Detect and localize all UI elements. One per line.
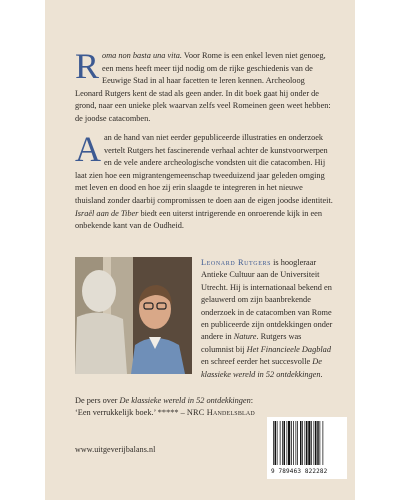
press-prefix: De pers over xyxy=(75,396,120,405)
barcode-bar xyxy=(302,421,303,465)
newspaper-name: Het Financieele Dagblad xyxy=(246,344,331,354)
bio-text-4: . xyxy=(320,369,323,379)
barcode-bar xyxy=(291,421,292,465)
body-text-end: biedt een uiterst intrigerende en onroerende kijk in een onbekende kant van de Oudheid. xyxy=(75,208,323,231)
barcode-bar xyxy=(320,421,321,465)
barcode-bar xyxy=(306,421,308,465)
publisher-url: www.uitgeverijbalans.nl xyxy=(75,445,156,454)
press-quote-text: ‘Een verrukkelijk boek.’ ***** – xyxy=(75,408,187,418)
barcode-bar xyxy=(300,421,302,465)
barcode-bar xyxy=(323,421,324,465)
barcode-bar xyxy=(308,421,310,465)
intro-text: Voor Rome is een enkel leven niet genoeg, een mens heeft meer tijd nodig om de rijke geschiedenis van de Eeuwige Stad in al haar facetten te leren kennen. Archeoloog Leonard Rutgers kent de stad als geen ander. In dit boek gaat hij onder de grond, naar een unieke plek waarvan zelfs veel Romeinen geen weet hebben: de joodse catacomben. xyxy=(75,51,331,123)
barcode-bar xyxy=(293,421,294,465)
back-cover xyxy=(45,0,355,500)
isbn-number: 9 789463 822282 xyxy=(271,468,328,475)
barcode-bar xyxy=(314,421,315,465)
barcode-bar xyxy=(297,421,298,465)
bio-text-1: is hoogleraar Antieke Cultuur aan de Universiteit Utrecht. Hij is internationaal bekend en gelauwerd om zijn baanbrekende onderzoek in de catacomben van Rome en publiceerde zijn ontdekkingen onder andere in xyxy=(201,258,333,342)
intro-paragraph xyxy=(75,46,333,126)
intro-dropcap: R xyxy=(75,46,100,86)
press-book-title: De klassieke wereld in 52 ontdekkingen xyxy=(119,396,251,405)
barcode-icon xyxy=(267,417,347,469)
barcode-bar xyxy=(273,421,274,465)
barcode-bar xyxy=(311,421,312,465)
previous-book-title: De klassieke wereld in 52 ontdekkingen xyxy=(201,357,322,379)
barcode-bar xyxy=(282,421,283,465)
latin-quote: oma non basta una vita. xyxy=(102,51,182,60)
isbn-barcode xyxy=(267,417,347,479)
barcode-bar xyxy=(305,421,306,465)
barcode-bar xyxy=(280,421,281,465)
journal-name: Nature xyxy=(233,332,257,342)
barcode-bar xyxy=(315,421,317,465)
bio-text-2: . Rutgers was columnist bij xyxy=(201,332,302,354)
bio-text-3: en schreef eerder het succesvolle xyxy=(201,357,313,367)
barcode-bar xyxy=(275,421,277,465)
author-bio xyxy=(201,257,333,381)
body-paragraph xyxy=(75,129,333,233)
press-source: NRC Handelsblad xyxy=(186,408,255,418)
barcode-bar xyxy=(284,421,286,465)
author-photo xyxy=(75,257,192,374)
barcode-bar xyxy=(317,421,319,465)
barcode-bar xyxy=(277,421,278,465)
barcode-bar xyxy=(296,421,297,465)
body-dropcap: A xyxy=(75,129,101,169)
book-title: Israël aan de Tiber xyxy=(75,208,139,218)
author-name: Leonard Rutgers xyxy=(201,258,272,267)
press-line-1 xyxy=(75,395,333,407)
barcode-bar xyxy=(287,421,288,465)
press-suffix: : xyxy=(250,396,254,405)
barcode-bar xyxy=(288,421,290,465)
body-text: an de hand van niet eerder gepubliceerde illustraties en onderzoek vertelt Rutgers het fascinerende verhaal achter de kunstvoorwerpen en de vele andere archeologische vondsten uit die catacomben. Hij laat zien hoe een migrantengemeenschap tweeduizend jaar geleden omging met leven en dood en hoe zij erin slaagde te integreren in het nieuwe thuisland zonder daarbij compromissen te doen aan de eigen joodse identiteit. xyxy=(75,133,333,205)
